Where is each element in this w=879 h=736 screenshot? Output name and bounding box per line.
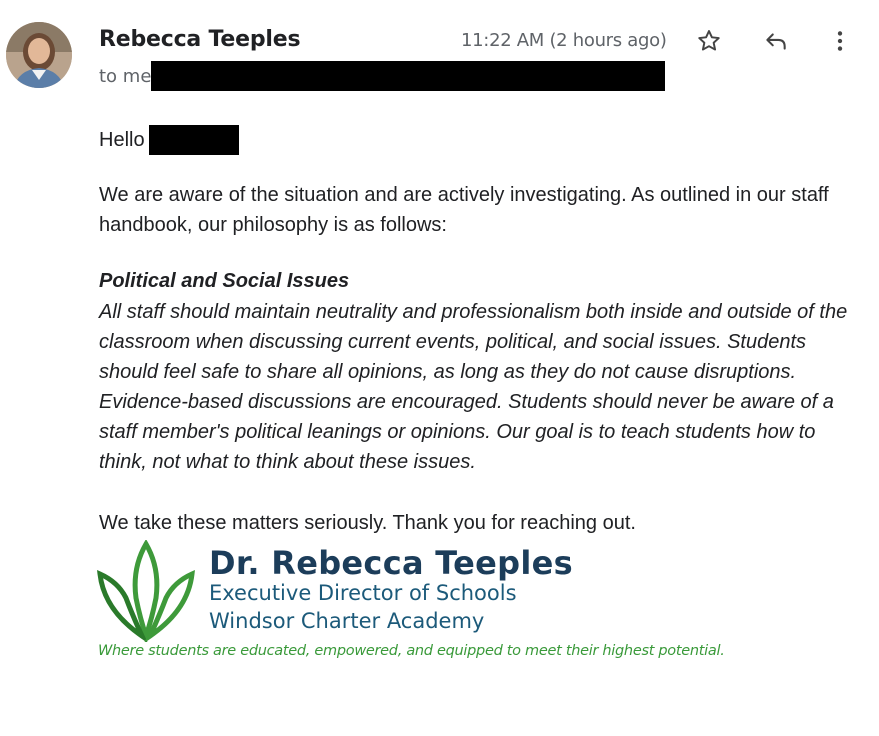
closing-paragraph: We take these matters seriously. Thank you for reaching out. — [99, 512, 636, 534]
reply-button[interactable] — [759, 24, 793, 58]
more-options-button[interactable] — [823, 24, 857, 58]
email-signature — [96, 540, 796, 670]
greeting-line — [99, 125, 859, 155]
leaf-logo-icon — [96, 540, 196, 642]
sender-name: Rebecca Teeples — [99, 27, 301, 52]
signature-organization: Windsor Charter Academy — [209, 609, 485, 633]
more-vert-icon — [827, 28, 853, 54]
reply-icon — [763, 28, 789, 54]
policy-title: Political and Social Issues — [99, 270, 350, 292]
greeting-text: Hello — [99, 129, 145, 151]
signature-tagline: Where students are educated, empowered, and equipped to meet their highest potential. — [98, 643, 725, 659]
star-icon — [696, 28, 722, 54]
recipient-prefix: to me — [99, 65, 152, 87]
redacted-name — [149, 125, 239, 155]
redacted-recipient — [151, 61, 665, 91]
policy-paragraph: All staff should maintain neutrality and professionalism both inside and outside of the classroom when discussing current events, political, and social issues. Students should feel safe to share all opinions, as long as they do not cause disruptions. Evidence-based discussions are encouraged. Students should never be aware of a staff member's political leanings or opinions. Our goal is to teach students how to think, not what to think about these issues. — [99, 301, 848, 473]
star-button[interactable] — [692, 24, 726, 58]
sender-avatar[interactable] — [6, 22, 72, 88]
intro-paragraph: We are aware of the situation and are actively investigating. As outlined in our staff handbook, our philosophy is as follows: — [99, 184, 829, 236]
signature-name: Dr. Rebecca Teeples — [209, 544, 574, 582]
recipient-line[interactable] — [99, 61, 665, 91]
signature-title: Executive Director of Schools — [209, 581, 517, 605]
email-timestamp: 11:22 AM (2 hours ago) — [461, 30, 667, 51]
